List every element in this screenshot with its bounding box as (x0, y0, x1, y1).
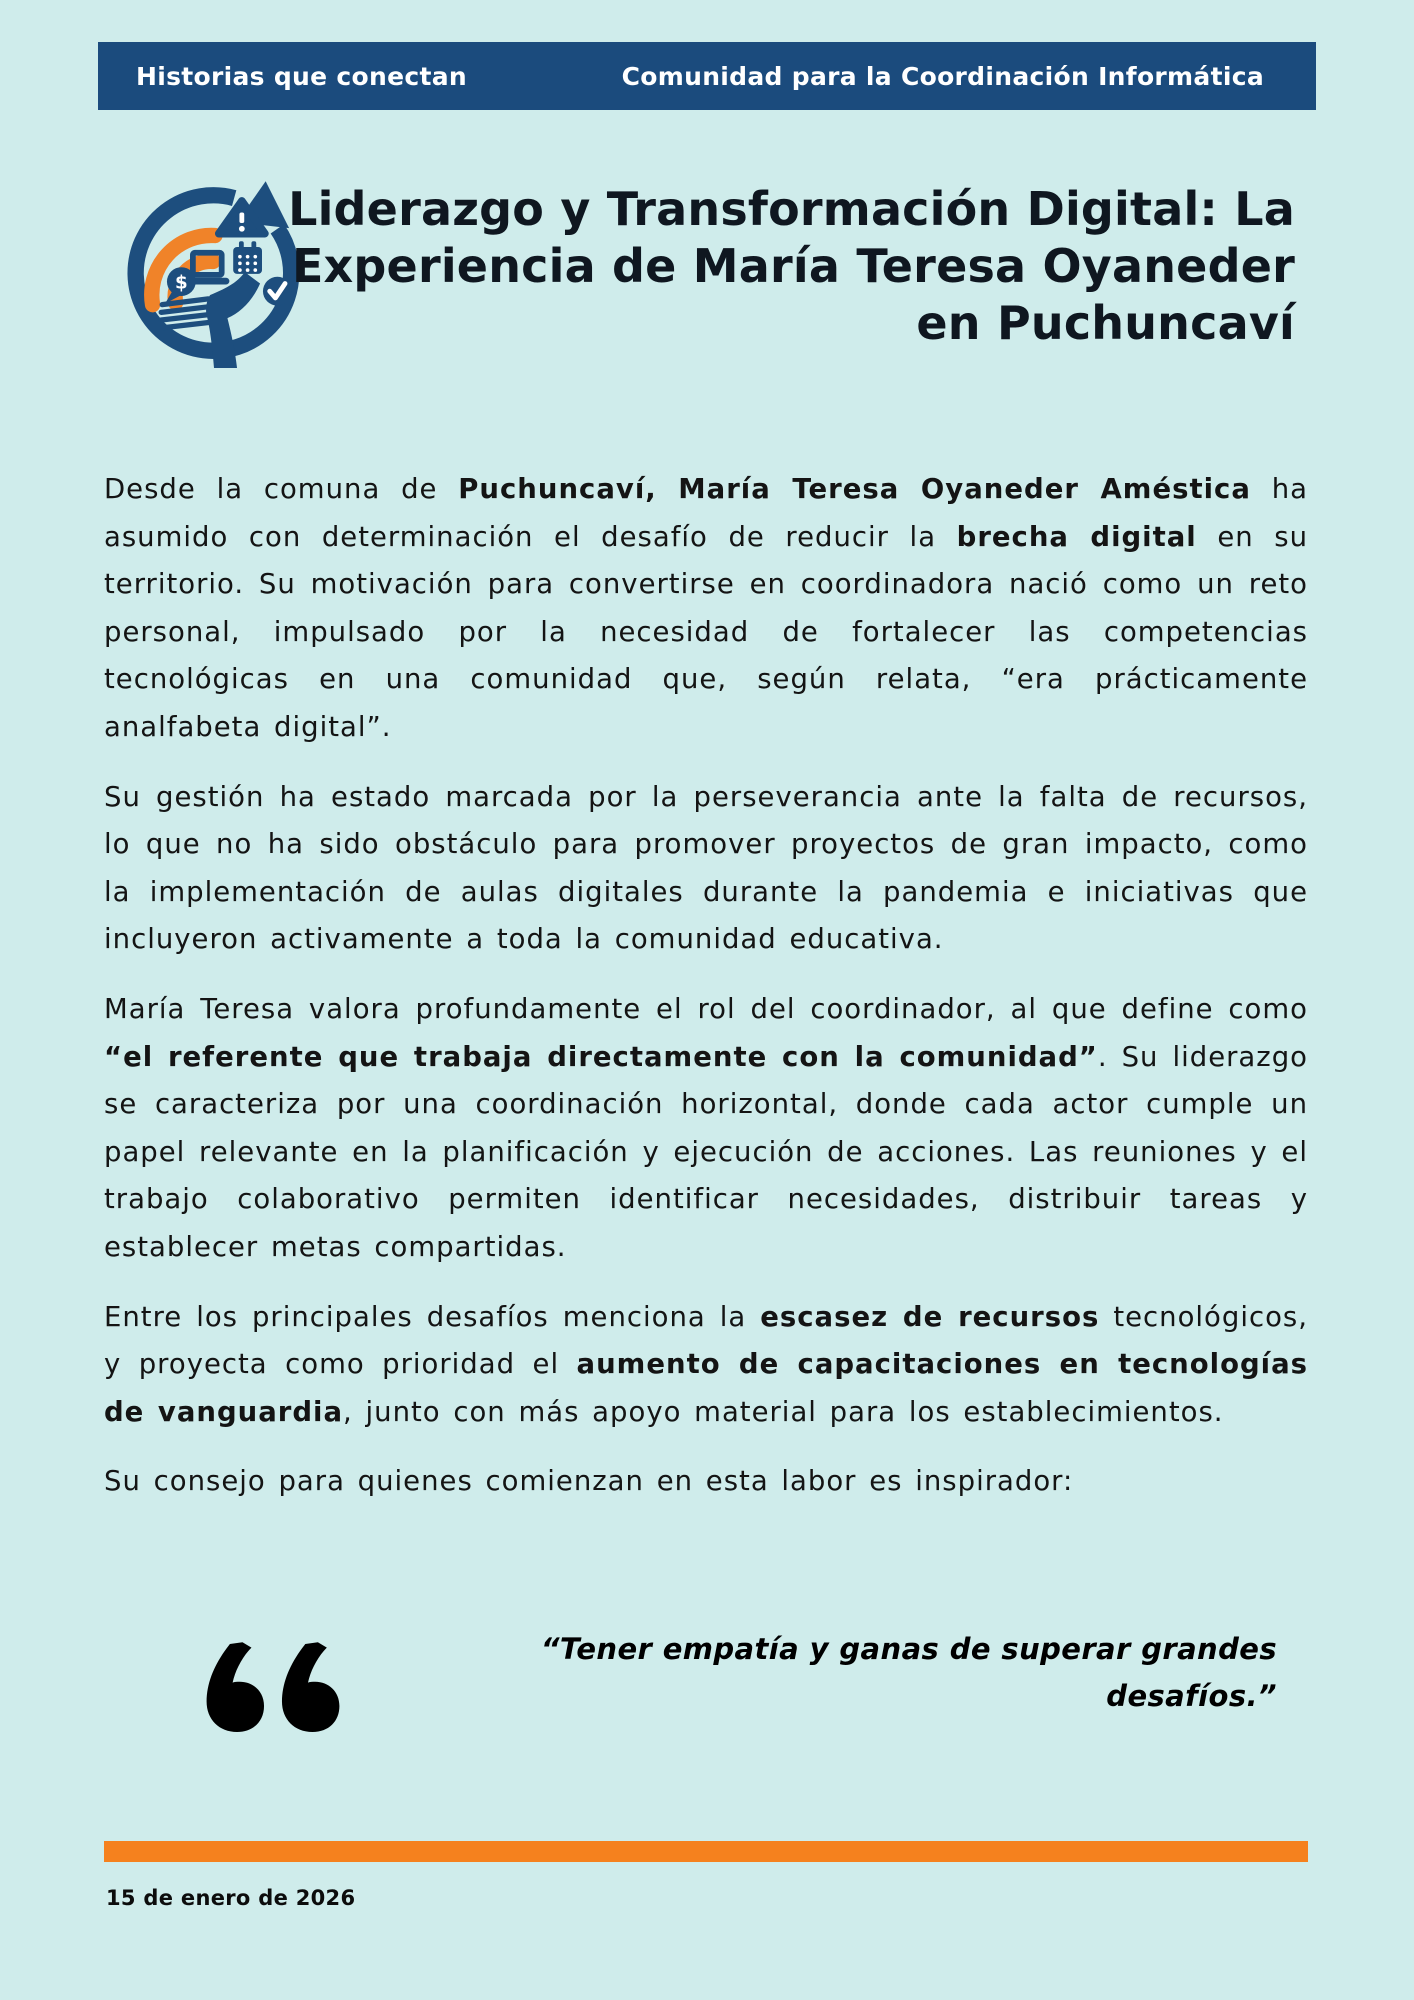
title-line: Liderazgo y Transformación Digital: La (288, 182, 1295, 236)
header-left-label: Historias que conectan (136, 61, 467, 91)
paragraph: Entre los principales desafíos menciona la escasez de recursos tecnológicos, y proyecta como prioridad el aumento de capacitaciones en tecnologías de vanguardia, junto con más apoyo material para los establecimientos. (104, 1300, 1308, 1428)
paragraph: Su consejo para quienes comienzan en esta labor es inspirador: (104, 1465, 1074, 1498)
paragraph: Su gestión ha estado marcada por la perseverancia ante la falta de recursos, lo que no ha sido obstáculo para promover proyectos de gran impacto, como la implementación de aulas digitales durante la pandemia e iniciativas que incluyeron activamente a toda la comunidad educativa. (104, 780, 1308, 956)
article-body (104, 466, 1308, 1528)
quote-mark-icon (203, 1642, 343, 1738)
logo-graphic (118, 176, 310, 368)
footer-divider-bar (104, 1841, 1308, 1862)
logo (118, 176, 310, 368)
title-line: Experiencia de María Teresa Oyaneder (291, 239, 1295, 293)
paragraph: María Teresa valora profundamente el rol del coordinador, al que define como “el referente que trabaja directamente con la comunidad”. Su liderazgo se caracteriza por una coordinación horizontal, donde cada actor cumple un papel relevante en la planificación y ejecución de acciones. Las reuniones y el trabajo colaborativo permiten identificar necesidades, distribuir tareas y establecer metas compartidas. (104, 992, 1308, 1263)
page-title (288, 181, 1295, 352)
svg-text:$: $ (175, 272, 188, 294)
header-bar (98, 42, 1316, 110)
calendar-icon (233, 241, 262, 274)
title-line: en Puchuncaví (916, 296, 1295, 350)
publication-date: 15 de enero de 2026 (106, 1886, 356, 1910)
header-right-label: Comunidad para la Coordinación Informática (621, 61, 1264, 91)
pull-quote: “Tener empatía y ganas de superar grandes desafíos.” (540, 1632, 1277, 1713)
paragraph: Desde la comuna de Puchuncaví, María Teresa Oyaneder Améstica ha asumido con determinación el desafío de reducir la brecha digital en su territorio. Su motivación para convertirse en coordinadora nació como un reto personal, impulsado por la necesidad de fortalecer las competencias tecnológicas en una comunidad que, según relata, “era prácticamente analfabeta digital”. (104, 473, 1309, 743)
